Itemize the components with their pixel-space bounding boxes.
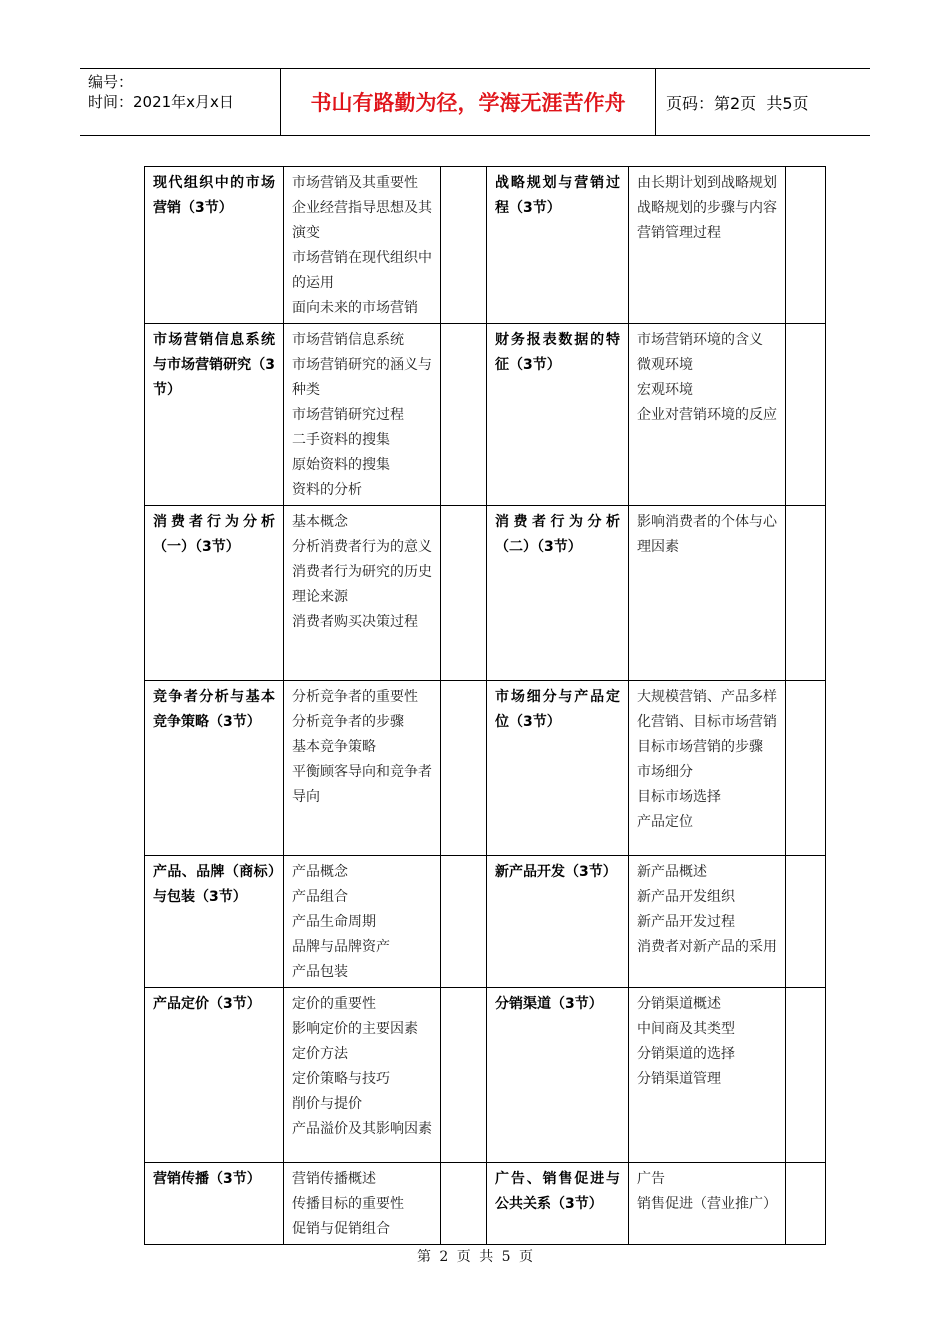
- right-blank-cell: [786, 1163, 826, 1245]
- outline-item: 定价的重要性: [292, 996, 376, 1012]
- outline-item: 削价与提价: [292, 1096, 362, 1112]
- page-header: [80, 68, 870, 136]
- right-topic-cell: 新产品开发（3节）: [487, 856, 629, 988]
- outline-item: 分析竞争者的步骤: [292, 714, 404, 730]
- outline-item: 新产品开发过程: [637, 914, 735, 930]
- course-outline-table: [144, 166, 826, 1245]
- outline-item: 产品概念: [292, 864, 348, 880]
- outline-item: 传播目标的重要性: [292, 1196, 404, 1212]
- outline-item: 市场营销研究过程: [292, 407, 404, 423]
- right-blank-cell: [786, 506, 826, 681]
- outline-item: 目标市场选择: [637, 789, 721, 805]
- outline-item: 市场营销在现代组织中的运用: [292, 250, 432, 291]
- right-items-cell: [629, 856, 786, 988]
- outline-item: 促销与促销组合: [292, 1221, 390, 1237]
- document-number-label: 编号：: [88, 73, 134, 91]
- header-motto: 书山有路勤为径，学海无涯苦作舟: [281, 69, 656, 135]
- right-blank-cell: [786, 988, 826, 1163]
- outline-item: 基本竞争策略: [292, 739, 376, 755]
- outline-row: [145, 988, 826, 1163]
- right-blank-cell: [786, 167, 826, 324]
- right-items-cell: [629, 324, 786, 506]
- outline-item: 影响定价的主要因素: [292, 1021, 418, 1037]
- right-blank-cell: [786, 324, 826, 506]
- left-items-cell: [284, 506, 441, 681]
- header-meta: [80, 69, 281, 135]
- outline-item: 新产品开发组织: [637, 889, 735, 905]
- outline-item: 产品包装: [292, 964, 348, 980]
- right-topic-cell: 财务报表数据的特征（3节）: [487, 324, 629, 506]
- left-items-cell: [284, 681, 441, 856]
- outline-item: 微观环境: [637, 357, 693, 373]
- left-topic-cell: 营销传播（3节）: [145, 1163, 284, 1245]
- outline-item: 由长期计划到战略规划: [637, 175, 777, 191]
- left-topic-cell: 现代组织中的市场营销（3节）: [145, 167, 284, 324]
- outline-item: 分销渠道概述: [637, 996, 721, 1012]
- outline-row: [145, 856, 826, 988]
- outline-item: 理论来源: [292, 589, 348, 605]
- outline-item: 企业对营销环境的反应: [637, 407, 777, 423]
- outline-item: 大规模营销、产品多样化营销、目标市场营销: [637, 689, 777, 730]
- outline-item: 定价方法: [292, 1046, 348, 1062]
- outline-item: 企业经营指导思想及其演变: [292, 200, 432, 241]
- outline-item: 中间商及其类型: [637, 1021, 735, 1037]
- left-blank-cell: [441, 988, 487, 1163]
- outline-item: 定价策略与技巧: [292, 1071, 390, 1087]
- right-items-cell: [629, 1163, 786, 1245]
- left-blank-cell: [441, 856, 487, 988]
- outline-item: 销售促进（营业推广）: [637, 1196, 777, 1212]
- outline-item: 面向未来的市场营销: [292, 300, 418, 316]
- outline-item: 消费者对新产品的采用: [637, 939, 777, 955]
- right-blank-cell: [786, 856, 826, 988]
- outline-item: 市场营销信息系统: [292, 332, 404, 348]
- outline-item: 平衡顾客导向和竞争者导向: [292, 764, 432, 805]
- outline-item: 目标市场营销的步骤: [637, 739, 763, 755]
- outline-item: 资料的分析: [292, 482, 362, 498]
- outline-item: 产品生命周期: [292, 914, 376, 930]
- outline-row: [145, 324, 826, 506]
- outline-item: 产品组合: [292, 889, 348, 905]
- left-blank-cell: [441, 167, 487, 324]
- outline-item: 战略规划的步骤与内容: [637, 200, 777, 216]
- left-items-cell: [284, 856, 441, 988]
- left-items-cell: [284, 988, 441, 1163]
- outline-item: 市场营销环境的含义: [637, 332, 763, 348]
- outline-item: 消费者行为研究的历史: [292, 564, 432, 580]
- outline-item: 宏观环境: [637, 382, 693, 398]
- outline-item: 产品溢价及其影响因素: [292, 1121, 432, 1137]
- left-topic-cell: 消费者行为分析（一）（3节）: [145, 506, 284, 681]
- left-items-cell: [284, 324, 441, 506]
- right-topic-cell: 消费者行为分析（二）（3节）: [487, 506, 629, 681]
- outline-row: [145, 681, 826, 856]
- outline-item: 影响消费者的个体与心理因素: [637, 514, 777, 555]
- outline-item: 二手资料的搜集: [292, 432, 390, 448]
- header-page-label: 页码：第2页 共5页: [666, 93, 809, 113]
- right-blank-cell: [786, 681, 826, 856]
- left-blank-cell: [441, 506, 487, 681]
- outline-item: 市场营销及其重要性: [292, 175, 418, 191]
- right-items-cell: [629, 506, 786, 681]
- right-items-cell: [629, 167, 786, 324]
- outline-item: 品牌与品牌资产: [292, 939, 390, 955]
- left-items-cell: [284, 1163, 441, 1245]
- outline-item: 市场细分: [637, 764, 693, 780]
- outline-item: 分析消费者行为的意义: [292, 539, 432, 555]
- outline-item: 市场营销研究的涵义与种类: [292, 357, 432, 398]
- page-footer: 第 2 页 共 5 页: [416, 1249, 534, 1265]
- outline-item: 产品定位: [637, 814, 693, 830]
- outline-item: 基本概念: [292, 514, 348, 530]
- outline-row: [145, 506, 826, 681]
- outline-item: 原始资料的搜集: [292, 457, 390, 473]
- right-topic-cell: 战略规划与营销过程（3节）: [487, 167, 629, 324]
- outline-row: [145, 167, 826, 324]
- outline-item: 广告: [637, 1171, 665, 1187]
- document-date-label: 时间：2021年x月x日: [88, 93, 234, 111]
- left-topic-cell: 市场营销信息系统与市场营销研究（3节）: [145, 324, 284, 506]
- outline-item: 分销渠道管理: [637, 1071, 721, 1087]
- right-topic-cell: 广告、销售促进与公共关系（3节）: [487, 1163, 629, 1245]
- left-items-cell: [284, 167, 441, 324]
- left-blank-cell: [441, 1163, 487, 1245]
- left-blank-cell: [441, 681, 487, 856]
- outline-item: 消费者购买决策过程: [292, 614, 418, 630]
- left-topic-cell: 竞争者分析与基本竞争策略（3节）: [145, 681, 284, 856]
- left-topic-cell: 产品定价（3节）: [145, 988, 284, 1163]
- header-page-indicator: [656, 69, 870, 135]
- left-blank-cell: [441, 324, 487, 506]
- right-topic-cell: 市场细分与产品定位（3节）: [487, 681, 629, 856]
- outline-item: 分销渠道的选择: [637, 1046, 735, 1062]
- right-items-cell: [629, 681, 786, 856]
- outline-item: 新产品概述: [637, 864, 707, 880]
- outline-item: 营销管理过程: [637, 225, 721, 241]
- right-topic-cell: 分销渠道（3节）: [487, 988, 629, 1163]
- right-items-cell: [629, 988, 786, 1163]
- outline-row: [145, 1163, 826, 1245]
- left-topic-cell: 产品、品牌（商标）与包装（3节）: [145, 856, 284, 988]
- outline-item: 分析竞争者的重要性: [292, 689, 418, 705]
- outline-item: 营销传播概述: [292, 1171, 376, 1187]
